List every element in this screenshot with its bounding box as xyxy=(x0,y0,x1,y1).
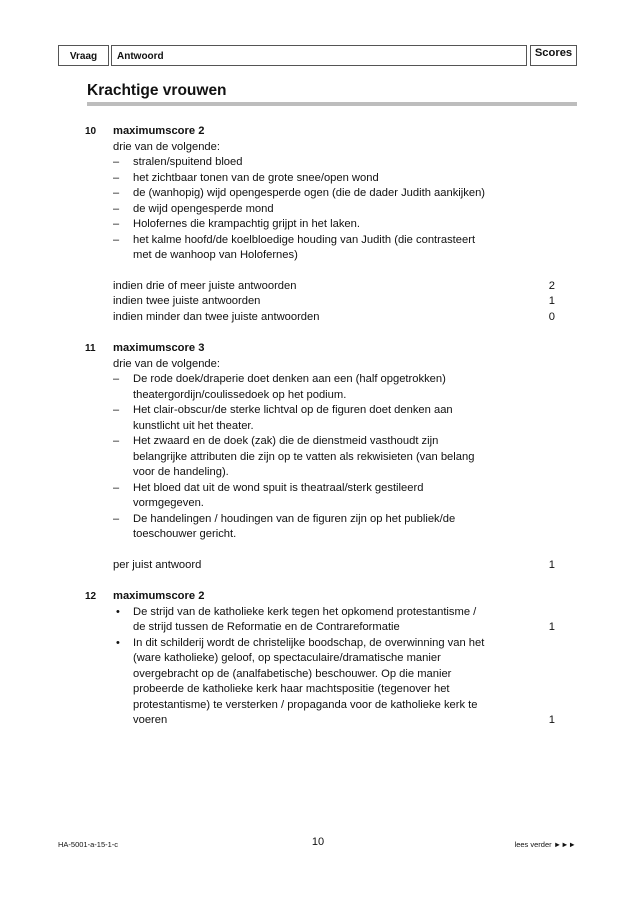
q11-line: theatergordijn/coulissedoek op het podium. xyxy=(133,389,347,401)
q10-scoring-score: 0 xyxy=(548,311,555,323)
q12-score-1: 1 xyxy=(548,621,555,633)
q11-line: toeschouwer gericht. xyxy=(133,528,237,540)
page-title: Krachtige vrouwen xyxy=(87,82,227,99)
q12-line: protestantisme) te versterken / propaganda voor de katholieke kerk te xyxy=(133,699,478,711)
q12-line: voeren xyxy=(133,714,168,726)
q12-line: De strijd van de katholieke kerk tegen het opkomend protestantisme / xyxy=(133,606,477,618)
q10-scoring-text: indien minder dan twee juiste antwoorden xyxy=(113,311,320,323)
q11-line: belangrijke attributen die zijn op te vatten als rekwisieten (van belang xyxy=(133,451,475,463)
q11-line: vormgegeven. xyxy=(133,497,204,509)
footer-exam-code: HA-5001-a-15-1-c xyxy=(58,840,119,849)
q10-item: het kalme hoofd/de koelbloedige houding van Judith (die contrasteert xyxy=(133,234,476,246)
footer-continue-link: lees verder ►►► xyxy=(514,840,576,849)
q10-scoring-text: indien drie of meer juiste antwoorden xyxy=(113,280,297,292)
footer-page-number: 10 xyxy=(311,836,325,848)
q11-line: De handelingen / houdingen van de figuren zijn op het publiek/de xyxy=(133,513,456,525)
dash-mark: – xyxy=(113,187,120,199)
question-number-10: 10 xyxy=(85,126,97,137)
q10-item: het zichtbaar tonen van de grote snee/open wond xyxy=(133,172,379,184)
q11-line: Het clair-obscur/de sterke lichtval op de figuren doet denken aan xyxy=(133,404,453,416)
dash-mark: – xyxy=(113,156,120,168)
q11-intro: drie van de volgende: xyxy=(113,358,220,370)
q12-line: (ware katholieke) geloof, op spectaculaire/dramatische manier xyxy=(133,652,441,664)
dash-mark: – xyxy=(113,482,120,494)
q12-score-2: 1 xyxy=(548,714,555,726)
dash-mark: – xyxy=(113,373,120,385)
bullet-mark: • xyxy=(116,606,120,618)
q11-line: kunstlicht uit het theater. xyxy=(133,420,254,432)
q10-intro: drie van de volgende: xyxy=(113,141,220,153)
q11-per-answer-score: 1 xyxy=(548,559,555,571)
q11-line: Het zwaard en de doek (zak) die de dienstmeid vasthoudt zijn xyxy=(133,435,439,447)
header-scores: Scores xyxy=(530,45,577,66)
header-vraag: Vraag xyxy=(58,45,109,66)
q11-line: voor de handeling). xyxy=(133,466,229,478)
q12-line: overgebracht op de (analfabetische) beschouwer. Op die manier xyxy=(133,668,452,680)
dash-mark: – xyxy=(113,435,120,447)
dash-mark: – xyxy=(113,172,120,184)
q10-item: stralen/spuitend bloed xyxy=(133,156,243,168)
title-rule xyxy=(87,102,577,106)
question-number-12: 12 xyxy=(85,591,97,602)
bullet-mark: • xyxy=(116,637,120,649)
q11-maximumscore: maximumscore 3 xyxy=(113,342,205,354)
dash-mark: – xyxy=(113,218,120,230)
q12-line: In dit schilderij wordt de christelijke boodschap, de overwinning van het xyxy=(133,637,485,649)
q12-line: de strijd tussen de Reformatie en de Contrareformatie xyxy=(133,621,400,633)
q10-scoring-score: 2 xyxy=(548,280,555,292)
q10-item: Holofernes die krampachtig grijpt in het laken. xyxy=(133,218,360,230)
question-number-11: 11 xyxy=(85,343,96,354)
q12-line: probeerde de katholieke kerk haar machtspositie (tegenover het xyxy=(133,683,450,695)
q10-item-continued: met de wanhoop van Holofernes) xyxy=(133,249,298,261)
q10-maximumscore: maximumscore 2 xyxy=(113,125,205,137)
q11-per-answer-text: per juist antwoord xyxy=(113,559,202,571)
q11-line: Het bloed dat uit de wond spuit is theatraal/sterk gestileerd xyxy=(133,482,424,494)
dash-mark: – xyxy=(113,404,120,416)
q10-item: de (wanhopig) wijd opengesperde ogen (die de dader Judith aankijken) xyxy=(133,187,486,199)
q10-scoring-score: 1 xyxy=(548,295,555,307)
q11-line: De rode doek/draperie doet denken aan een (half opgetrokken) xyxy=(133,373,446,385)
q10-item: de wijd opengesperde mond xyxy=(133,203,274,215)
dash-mark: – xyxy=(113,234,120,246)
dash-mark: – xyxy=(113,203,120,215)
header-antwoord: Antwoord xyxy=(111,45,527,66)
q12-maximumscore: maximumscore 2 xyxy=(113,590,205,602)
dash-mark: – xyxy=(113,513,120,525)
q10-scoring-text: indien twee juiste antwoorden xyxy=(113,295,261,307)
